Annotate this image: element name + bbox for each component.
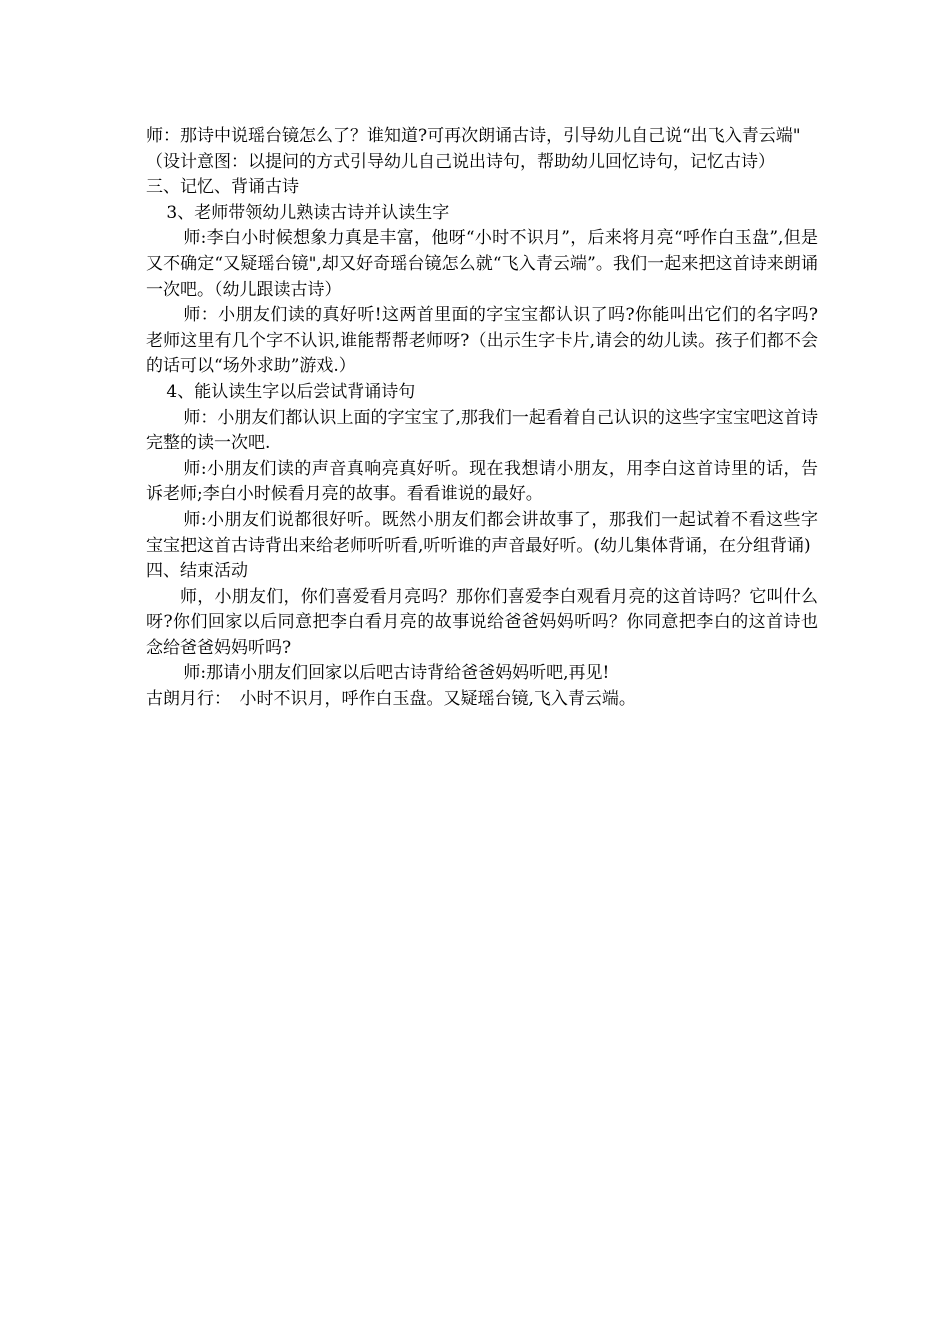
document-body <box>146 124 818 713</box>
paragraph-design-intent: （设计意图：以提问的方式引导幼儿自己说出诗句，帮助幼儿回忆诗句，记忆古诗） <box>146 151 775 172</box>
poem-text: 古朗月行： 小时不识月，呼作白玉盘。又疑瑶台镜,飞入青云端。 <box>146 689 636 710</box>
section-heading-memorize: 三、记忆、背诵古诗 <box>146 177 299 198</box>
paragraph-tell-story: 师:小朋友们读的声音真响亮真好听。现在我想请小朋友，用李白这首诗里的话，告诉老师;李白小时候看月亮的故事。看看谁说的最好。 <box>146 458 818 505</box>
section-heading-end: 四、结束活动 <box>146 561 248 582</box>
step-heading-4: 4、能认读生字以后尝试背诵诗句 <box>166 381 416 402</box>
paragraph-teacher-question: 师：那诗中说瑶台镜怎么了？谁知道?可再次朗诵古诗，引导幼儿自己说“出飞入青云端" <box>146 126 801 146</box>
step-heading-3: 3、老师带领幼儿熟读古诗并认读生字 <box>166 202 450 223</box>
paragraph-read-together: 师：小朋友们都认识上面的字宝宝了,那我们一起看着自己认识的这些字宝宝吧这首诗完整的读一次吧. <box>146 407 818 454</box>
paragraph-goodbye: 师:那请小朋友们回家以后吧古诗背给爸爸妈妈听吧,再见! <box>183 663 610 684</box>
paragraph-recite: 师:小朋友们说都很好听。既然小朋友们都会讲故事了，那我们一起试着不看这些字宝宝把这首古诗背出来给老师听听看,听听谁的声音最好听。(幼儿集体背诵，在分组背诵) <box>146 509 818 556</box>
paragraph-li-bai-imagination: 师:李白小时候想象力真是丰富，他呀“小时不识月”，后来将月亮“呼作白玉盘”,但是又不确定“又疑瑶台镜",却又好奇瑶台镜怎么就“飞入青云端”。我们一起来把这首诗来朗诵一次吧。（幼儿跟读古诗） <box>146 228 818 300</box>
paragraph-closing-questions: 师，小朋友们，你们喜爱看月亮吗？那你们喜爱李白观看月亮的这首诗吗？它叫什么呀?你们回家以后同意把李白看月亮的故事说给爸爸妈妈听吗？你同意把李白的这首诗也念给爸爸妈妈听吗? <box>146 586 818 658</box>
paragraph-new-characters: 师：小朋友们读的真好听!这两首里面的字宝宝都认识了吗?你能叫出它们的名字吗?老师这里有几个字不认识,谁能帮帮老师呀?（出示生字卡片,请会的幼儿读。孩子们都不会的话可以“场外求助”游戏.） <box>146 305 818 377</box>
